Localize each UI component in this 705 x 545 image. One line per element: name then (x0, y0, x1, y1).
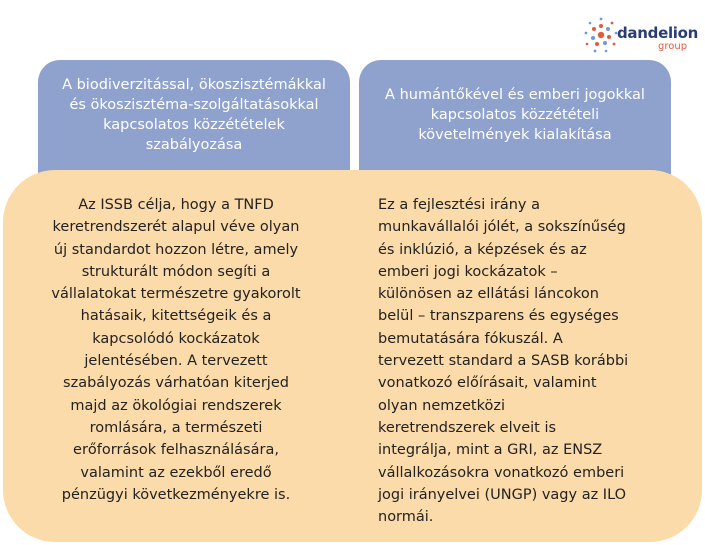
right-body-line: olyan nemzetközi (378, 397, 506, 414)
right-body-line: tervezett standard a SASB korábbi (378, 353, 629, 370)
right-body-line: integrálja, mint a GRI, az ENSZ (378, 442, 603, 459)
left-body-line: romlására, a természeti (89, 419, 263, 436)
right-body-line: Ez a fejlesztési irány a (378, 197, 540, 213)
right-body-line: különösen az ellátási láncokon (378, 286, 599, 303)
right-body-line: vállalkozásokra vonatkozó emberi (378, 464, 625, 481)
left-body-line: új standardot hozzon létre, amely (53, 241, 299, 258)
left-body-line: erőforrások felhasználására, (73, 442, 279, 459)
right-body-line: normái. (378, 509, 434, 526)
dandelion-group-logo (584, 16, 702, 58)
right-body-line: bemutatására fókuszál. A (378, 330, 563, 347)
right-title-line: követelmények kialakítása (418, 127, 612, 143)
left-body-line: kapcsolódó kockázatok (92, 330, 260, 347)
left-title-line: és ökoszisztéma-szolgáltatásokkal (69, 97, 319, 113)
right-body-line: keretrendszerek elveit is (378, 419, 557, 436)
left-body-line: valamint az ezekből eredő (80, 464, 272, 481)
left-body-line: Az ISSB célja, hogy a TNFD (78, 197, 274, 213)
right-body-line: jogi irányelvei (UNGP) vagy az ILO (378, 486, 627, 503)
logo-subtitle-text: group (658, 41, 688, 52)
left-body-line: hatásaik, kitettségeik és a (80, 308, 272, 325)
left-body-line: majd az ökológiai rendszerek (70, 397, 282, 414)
right-body-line: vonatkozó előírásait, valamint (378, 375, 597, 392)
right-body-line: belül – transzparens és egységes (378, 308, 619, 325)
right-column-body (378, 194, 698, 528)
right-body-line: emberi jogi kockázatok – (378, 263, 558, 280)
left-body-line: vállalatokat természetre gyakorolt (51, 286, 301, 303)
left-title-line: kapcsolatos közzétételek (103, 117, 285, 133)
right-title-line: kapcsolatos közzétételi (430, 107, 600, 123)
logo-brand-text: dandelion (617, 24, 699, 42)
dandelion-dots-icon (584, 16, 618, 54)
left-title-line: szabályozása (145, 137, 243, 153)
left-body-line: strukturált módon segíti a (81, 263, 271, 280)
left-column-body (0, 194, 352, 506)
left-body-line: pénzügyi következményekre is. (61, 486, 291, 503)
left-body-line: szabályozás várhatóan kiterjed (63, 375, 289, 392)
right-body-line: munkavállalói jólét, a sokszínűség (378, 219, 626, 236)
left-title-line: A biodiverzitással, ökoszisztémákkal (62, 77, 326, 93)
right-body-line: és inklúzió, a képzések és az (378, 241, 587, 258)
right-title-line: A humántőkével és emberi jogokkal (385, 87, 645, 103)
left-body-line: keretrendszerét alapul véve olyan (52, 219, 300, 236)
left-body-line: jelentésében. A tervezett (84, 353, 268, 370)
